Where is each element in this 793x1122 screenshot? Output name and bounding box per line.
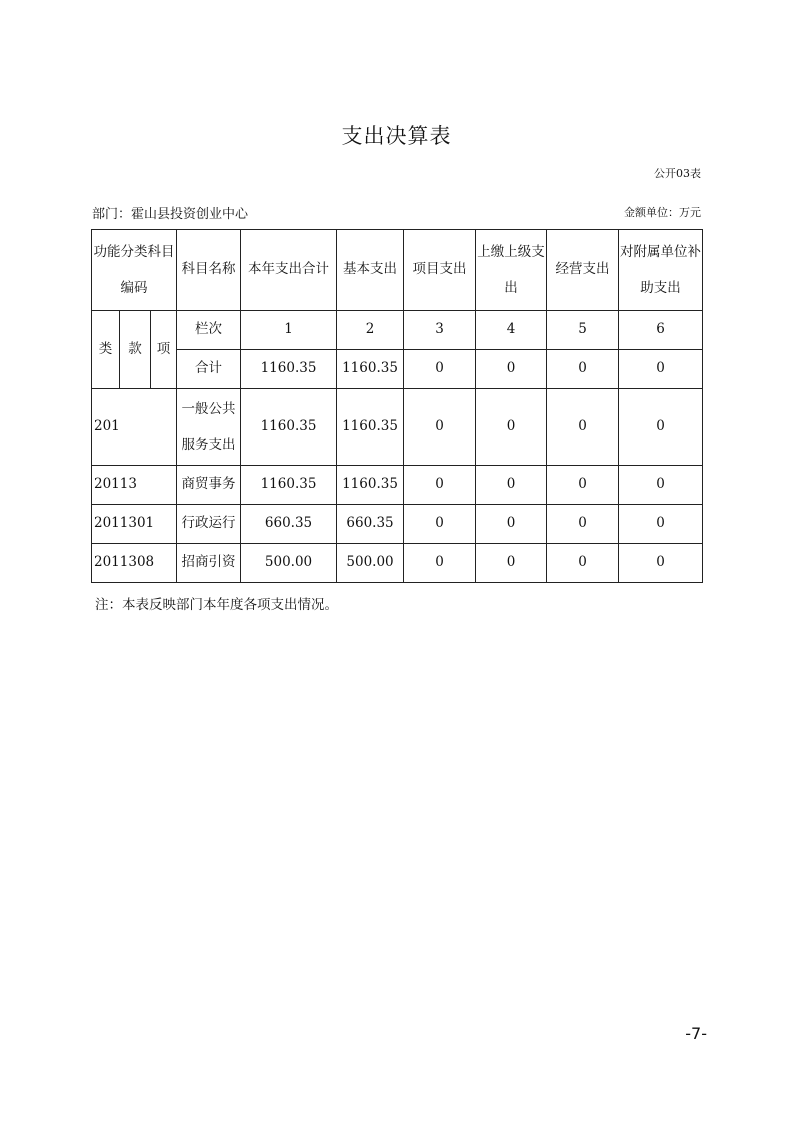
table-cell: 1160.35 [337, 466, 404, 505]
table-cell: 1160.35 [241, 389, 337, 466]
table-cell: 0 [476, 389, 547, 466]
table-cell: 0 [404, 389, 476, 466]
table-row [92, 544, 703, 583]
table-cell: 0 [547, 505, 619, 544]
col-number: 1 [241, 311, 337, 350]
table-cell: 0 [619, 350, 703, 389]
table-cell: 0 [404, 505, 476, 544]
table-cell: 500.00 [241, 544, 337, 583]
header-subject-name: 科目名称 [177, 230, 241, 311]
table-cell: 0 [619, 466, 703, 505]
table-row [92, 389, 703, 466]
header-lei: 类 [92, 311, 120, 389]
page-number: -7- [685, 1024, 707, 1043]
table-cell: 0 [404, 544, 476, 583]
table-cell: 1160.35 [241, 350, 337, 389]
row-code: 201 [92, 389, 177, 466]
table-row [92, 505, 703, 544]
table-cell: 0 [476, 544, 547, 583]
table-cell: 0 [476, 505, 547, 544]
table-cell: 0 [619, 505, 703, 544]
table-cell: 0 [404, 350, 476, 389]
total-label: 合计 [177, 350, 241, 389]
header-total: 本年支出合计 [241, 230, 337, 311]
table-cell: 0 [619, 544, 703, 583]
table-cell: 0 [476, 350, 547, 389]
expenditure-table [91, 229, 703, 583]
table-cell: 0 [404, 466, 476, 505]
col-number: 4 [476, 311, 547, 350]
col-number: 5 [547, 311, 619, 350]
form-number: 公开03表 [654, 167, 701, 180]
table-cell: 1160.35 [337, 350, 404, 389]
header-subsidy: 对附属单位补助支出 [619, 230, 703, 311]
row-name: 一般公共服务支出 [177, 389, 241, 466]
header-col-seq: 栏次 [177, 311, 241, 350]
col-number: 3 [404, 311, 476, 350]
table-cell: 0 [547, 389, 619, 466]
table-cell: 660.35 [241, 505, 337, 544]
total-row [92, 350, 703, 389]
row-name: 招商引资 [177, 544, 241, 583]
col-number: 6 [619, 311, 703, 350]
header-basic: 基本支出 [337, 230, 404, 311]
table-cell: 500.00 [337, 544, 404, 583]
table-cell: 0 [547, 544, 619, 583]
header-kuan: 款 [120, 311, 151, 389]
row-code: 2011301 [92, 505, 177, 544]
page-title: 支出决算表 [341, 124, 452, 148]
table-cell: 1160.35 [241, 466, 337, 505]
table-cell: 0 [476, 466, 547, 505]
row-name: 商贸事务 [177, 466, 241, 505]
header-row [92, 230, 703, 311]
table-note: 注：本表反映部门本年度各项支出情况。 [95, 597, 338, 613]
row-name: 行政运行 [177, 505, 241, 544]
col-number: 2 [337, 311, 404, 350]
header-func-code: 功能分类科目编码 [92, 230, 177, 311]
row-code: 2011308 [92, 544, 177, 583]
table-cell: 0 [619, 389, 703, 466]
amount-unit-label: 金额单位：万元 [624, 206, 701, 219]
header-project: 项目支出 [404, 230, 476, 311]
table-row [92, 466, 703, 505]
header-upper: 上缴上级支出 [476, 230, 547, 311]
header-xiang: 项 [151, 311, 177, 389]
department-label: 部门：霍山县投资创业中心 [92, 207, 249, 222]
table-cell: 660.35 [337, 505, 404, 544]
column-number-row [92, 311, 703, 350]
table-cell: 1160.35 [337, 389, 404, 466]
header-operating: 经营支出 [547, 230, 619, 311]
table-cell: 0 [547, 466, 619, 505]
table-cell: 0 [547, 350, 619, 389]
row-code: 20113 [92, 466, 177, 505]
